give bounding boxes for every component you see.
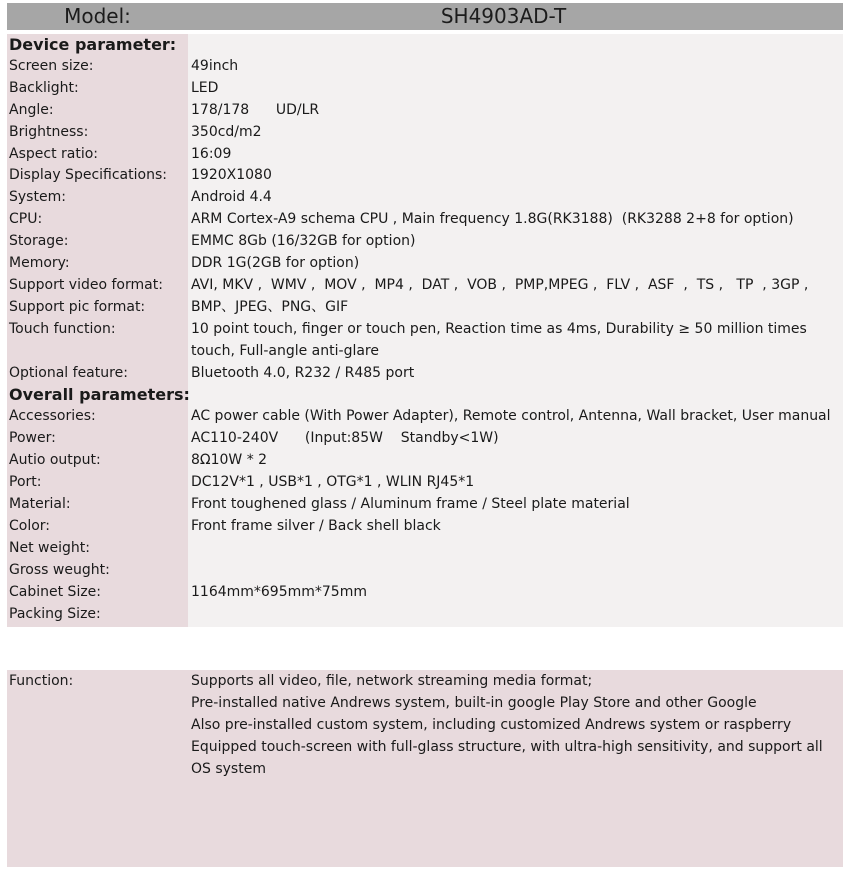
- spec-value: DC12V*1 , USB*1 , OTG*1 , WLIN RJ45*1: [191, 474, 475, 491]
- spec-row-material: [7, 494, 843, 516]
- model-header: [7, 3, 843, 30]
- spec-value: 350cd/m2: [191, 123, 262, 140]
- spec-label: Touch function:: [9, 320, 116, 337]
- spec-label: Optional feature:: [9, 364, 128, 381]
- spec-value: Android 4.4: [191, 189, 272, 206]
- spec-row-video-format: [7, 275, 843, 297]
- spec-label: Gross weught:: [9, 561, 110, 578]
- spec-label: Memory:: [9, 255, 70, 272]
- spec-value: 8Ω10W * 2: [191, 452, 268, 469]
- spec-value: [188, 560, 843, 582]
- spec-label: Support pic format:: [9, 298, 146, 315]
- spec-row-net-weight: [7, 538, 843, 560]
- spec-label: Color:: [9, 517, 51, 534]
- spec-row-aspect-ratio: [7, 144, 843, 166]
- spec-value: 178/178 UD/LR: [191, 101, 320, 118]
- spec-value: Front frame silver / Back shell black: [191, 517, 441, 534]
- section-title: Overall parameters:: [9, 385, 190, 405]
- spec-row-screen-size: [7, 56, 843, 78]
- spec-row-pic-format: [7, 297, 843, 319]
- spec-value: AC power cable (With Power Adapter), Remote control, Antenna, Wall bracket, User manual: [191, 408, 831, 425]
- spec-row-cpu: [7, 209, 843, 231]
- spec-value: 1920X1080: [191, 167, 272, 184]
- spec-value: AC110-240V (Input:85W Standby<1W): [191, 430, 499, 447]
- spec-label: Port:: [9, 474, 42, 491]
- function-box: [7, 670, 843, 867]
- spec-value: EMMC 8Gb (16/32GB for option): [191, 233, 416, 250]
- spec-label: Screen size:: [9, 57, 94, 74]
- spec-value: 10 point touch, finger or touch pen, Reaction time as 4ms, Durability ≥ 50 million times touch, Full-angle anti-glare: [191, 320, 807, 359]
- spec-label: CPU:: [9, 211, 43, 228]
- section-title: Device parameter:: [9, 35, 177, 54]
- spec-label: Accessories:: [9, 408, 96, 425]
- spec-label: Power:: [9, 430, 56, 447]
- spec-label: Angle:: [9, 101, 54, 118]
- spec-row-audio-output: [7, 450, 843, 472]
- function-line: Pre-installed native Andrews system, built-in google Play Store and other Google: [191, 694, 757, 711]
- spec-label: System:: [9, 189, 66, 206]
- spec-value: BMP、JPEG、PNG、GIF: [191, 298, 349, 315]
- spec-label: Support video format:: [9, 276, 163, 293]
- spec-row-backlight: [7, 78, 843, 100]
- spec-row-port: [7, 472, 843, 494]
- spec-value: 16:09: [191, 145, 232, 162]
- spec-table: [7, 34, 843, 627]
- function-description: [188, 671, 843, 867]
- spec-value: AVI, MKV , WMV , MOV , MP4 , DAT , VOB , PMP,MPEG , FLV , ASF , TS , TP , 3GP ,: [191, 276, 809, 293]
- model-value: SH4903AD-T: [440, 4, 567, 28]
- spec-value: ARM Cortex-A9 schema CPU , Main frequency 1.8G(RK3188) (RK3288 2+8 for option): [191, 211, 794, 228]
- spec-label: Cabinet Size:: [9, 583, 102, 600]
- spec-value: 49inch: [191, 57, 239, 74]
- spec-label: Packing Size:: [9, 605, 101, 622]
- spec-row-cabinet-size: [7, 582, 843, 604]
- spec-row-brightness: [7, 122, 843, 144]
- spec-row-storage: [7, 231, 843, 253]
- spec-row-touch-function: [7, 319, 843, 363]
- overall-section-header: [7, 384, 843, 406]
- device-section-header: [7, 34, 843, 56]
- spec-label: Net weight:: [9, 539, 90, 556]
- spec-value: Bluetooth 4.0, R232 / R485 port: [191, 364, 415, 381]
- function-line: Equipped touch-screen with full-glass structure, with ultra-high sensitivity, and support all OS system: [191, 738, 823, 777]
- spec-row-memory: [7, 253, 843, 275]
- spec-row-optional-feature: [7, 363, 843, 385]
- spec-label: Brightness:: [9, 123, 89, 140]
- spec-label: Aspect ratio:: [9, 145, 99, 162]
- spec-row-color: [7, 516, 843, 538]
- spec-row-accessories: [7, 406, 843, 428]
- spec-value: [188, 604, 843, 626]
- spec-value: DDR 1G(2GB for option): [191, 255, 360, 272]
- spec-row-angle: [7, 100, 843, 122]
- model-label: Model:: [64, 4, 131, 28]
- function-line: Also pre-installed custom system, including customized Andrews system or raspberry: [191, 716, 792, 733]
- spec-label: Storage:: [9, 233, 69, 250]
- spec-row-display-specifications: [7, 165, 843, 187]
- spec-value: [188, 538, 843, 560]
- spec-label: Autio output:: [9, 452, 101, 469]
- spec-label: Backlight:: [9, 79, 79, 96]
- spec-value: LED: [191, 79, 219, 96]
- spec-row-system: [7, 187, 843, 209]
- spec-row-power: [7, 428, 843, 450]
- spec-value: 1164mm*695mm*75mm: [191, 583, 367, 600]
- spec-row-packing-size: [7, 604, 843, 626]
- spec-label: Display Specifications:: [9, 167, 167, 184]
- spec-value: Front toughened glass / Aluminum frame / Steel plate material: [191, 496, 630, 513]
- spec-label: Material:: [9, 496, 71, 513]
- spec-row-gross-weight: [7, 560, 843, 582]
- function-label: Function:: [9, 673, 74, 689]
- function-line: Supports all video, file, network streaming media format;: [191, 673, 593, 689]
